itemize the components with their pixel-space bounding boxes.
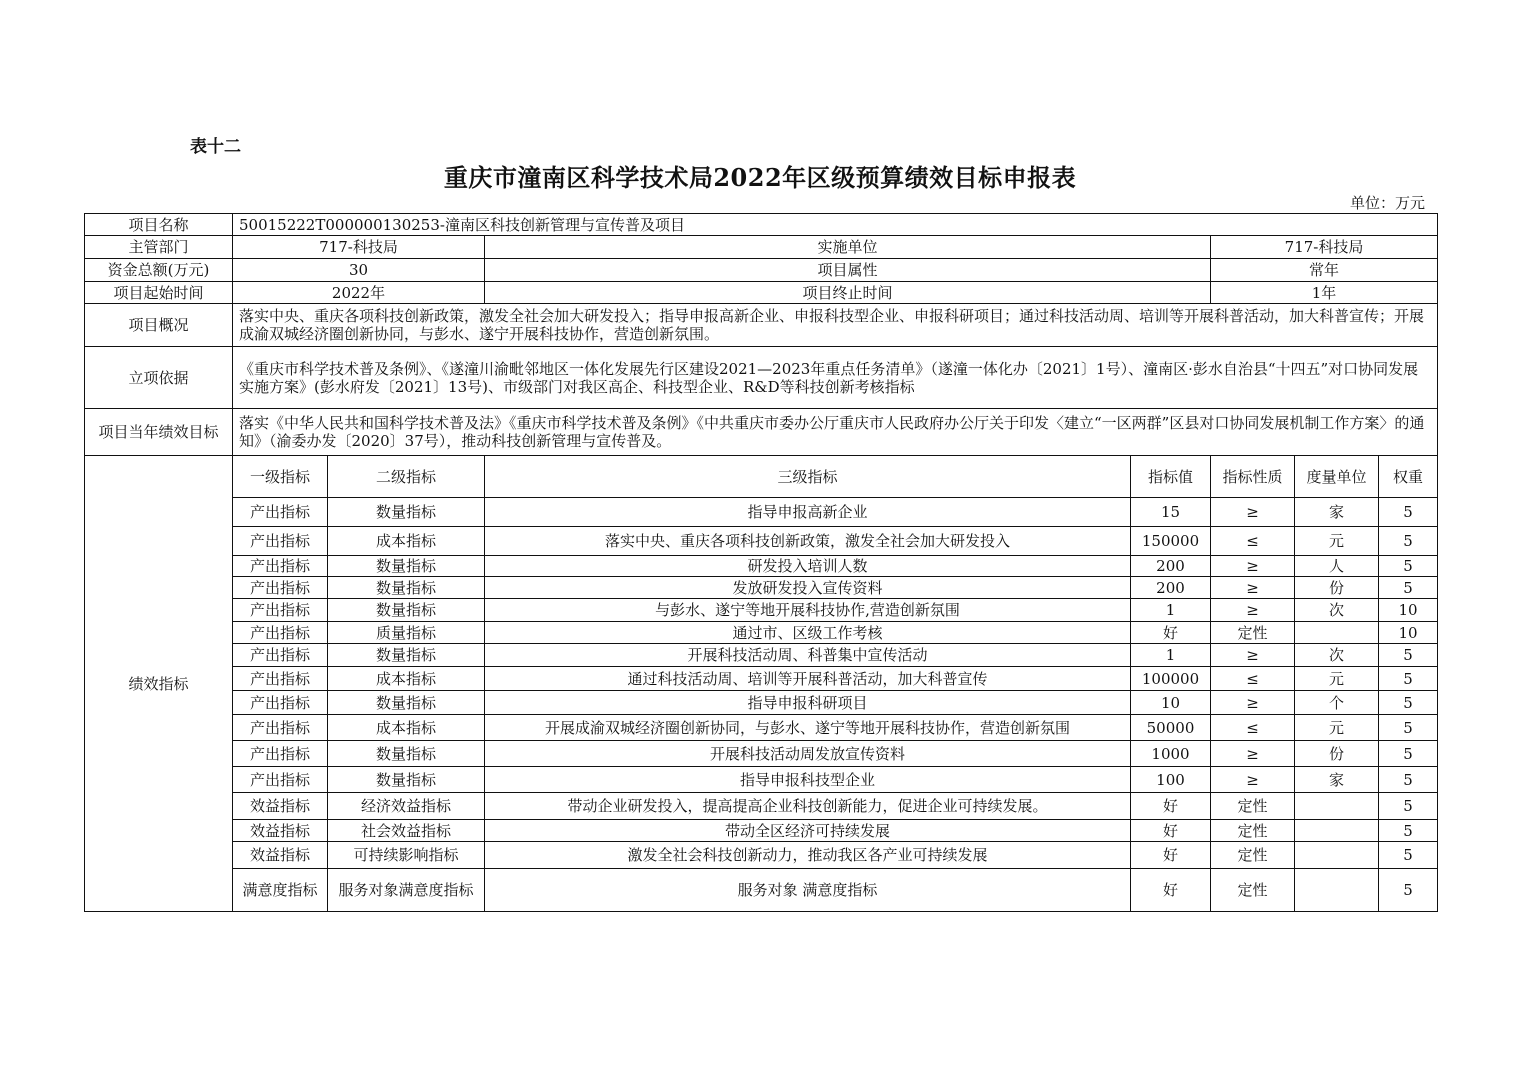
indicator-weight: 5 (1379, 715, 1438, 741)
indicator-nature: ≥ (1211, 498, 1295, 527)
impl-value: 717-科技局 (1211, 236, 1438, 259)
indicator-weight: 5 (1379, 527, 1438, 556)
indicator-level2: 服务对象满意度指标 (328, 869, 485, 912)
indicator-level3: 服务对象 满意度指标 (485, 869, 1131, 912)
indicator-nature: ≥ (1211, 767, 1295, 793)
indicator-row (85, 644, 1438, 667)
indicator-weight: 10 (1379, 599, 1438, 622)
indicator-unit: 元 (1295, 715, 1379, 741)
indicator-level1: 产出指标 (233, 767, 328, 793)
indicator-nature: ≥ (1211, 577, 1295, 599)
indicator-weight: 5 (1379, 869, 1438, 912)
indicator-level2: 质量指标 (328, 622, 485, 644)
indicator-value: 好 (1131, 842, 1211, 869)
indicator-level3: 发放研发投入宣传资料 (485, 577, 1131, 599)
indicator-weight: 5 (1379, 577, 1438, 599)
indicator-row (85, 715, 1438, 741)
impl-label: 实施单位 (485, 236, 1211, 259)
indicator-level2: 数量指标 (328, 691, 485, 715)
indicator-level3: 开展科技活动周、科普集中宣传活动 (485, 644, 1131, 667)
row-dept (85, 236, 1438, 259)
unit-label: 单位：万元 (1349, 194, 1425, 212)
indicator-row (85, 527, 1438, 556)
indicator-level2: 数量指标 (328, 498, 485, 527)
row-period (85, 282, 1438, 304)
indicator-level2: 数量指标 (328, 767, 485, 793)
indicator-nature: 定性 (1211, 869, 1295, 912)
dept-label: 主管部门 (85, 236, 233, 259)
indicator-unit (1295, 842, 1379, 869)
indicator-level1: 产出指标 (233, 644, 328, 667)
indicator-value: 150000 (1131, 527, 1211, 556)
indicator-unit (1295, 869, 1379, 912)
indicator-level1: 产出指标 (233, 667, 328, 691)
project-name-value: 50015222T000000130253-潼南区科技创新管理与宣传普及项目 (233, 214, 1438, 236)
indicator-level1: 产出指标 (233, 527, 328, 556)
indicator-nature: ≤ (1211, 667, 1295, 691)
indicator-weight: 5 (1379, 741, 1438, 767)
indicator-nature: 定性 (1211, 820, 1295, 842)
indicator-level3: 开展科技活动周发放宣传资料 (485, 741, 1131, 767)
indicators-section-label: 绩效指标 (85, 456, 233, 912)
indicator-level1: 效益指标 (233, 793, 328, 820)
indicator-level3: 通过市、区级工作考核 (485, 622, 1131, 644)
indicator-level2: 经济效益指标 (328, 793, 485, 820)
funds-label: 资金总额(万元) (85, 259, 233, 282)
indicator-level2: 数量指标 (328, 556, 485, 577)
indicator-level2: 成本指标 (328, 667, 485, 691)
indicator-level2: 成本指标 (328, 527, 485, 556)
indicator-value: 好 (1131, 820, 1211, 842)
indicator-nature: ≤ (1211, 527, 1295, 556)
indicator-level1: 产出指标 (233, 691, 328, 715)
indicator-nature: 定性 (1211, 842, 1295, 869)
indicator-row (85, 667, 1438, 691)
start-label: 项目起始时间 (85, 282, 233, 304)
indicator-nature: 定性 (1211, 793, 1295, 820)
indicator-row (85, 599, 1438, 622)
indicator-value: 1000 (1131, 741, 1211, 767)
indicator-value: 100 (1131, 767, 1211, 793)
header-weight: 权重 (1379, 456, 1438, 498)
indicator-row (85, 820, 1438, 842)
indicator-value: 好 (1131, 793, 1211, 820)
indicator-level2: 数量指标 (328, 644, 485, 667)
indicator-unit: 元 (1295, 527, 1379, 556)
indicator-nature: ≥ (1211, 741, 1295, 767)
indicator-nature: ≤ (1211, 715, 1295, 741)
indicator-weight: 5 (1379, 556, 1438, 577)
goal-label: 项目当年绩效目标 (85, 409, 233, 456)
attr-label: 项目属性 (485, 259, 1211, 282)
budget-form-table (84, 213, 1438, 912)
indicator-level3: 通过科技活动周、培训等开展科普活动，加大科普宣传 (485, 667, 1131, 691)
indicator-level3: 指导申报科技型企业 (485, 767, 1131, 793)
overview-label: 项目概况 (85, 304, 233, 347)
indicator-unit: 元 (1295, 667, 1379, 691)
indicator-value: 1 (1131, 599, 1211, 622)
indicator-level1: 效益指标 (233, 820, 328, 842)
indicator-weight: 5 (1379, 644, 1438, 667)
row-project-name (85, 214, 1438, 236)
header-level3: 三级指标 (485, 456, 1131, 498)
indicator-weight: 5 (1379, 820, 1438, 842)
row-basis (85, 347, 1438, 409)
indicator-value: 200 (1131, 577, 1211, 599)
indicator-level1: 产出指标 (233, 622, 328, 644)
indicator-header-row (85, 456, 1438, 498)
indicator-level1: 效益指标 (233, 842, 328, 869)
indicator-value: 1 (1131, 644, 1211, 667)
header-nature: 指标性质 (1211, 456, 1295, 498)
header-level1: 一级指标 (233, 456, 328, 498)
indicator-level3: 指导申报高新企业 (485, 498, 1131, 527)
start-value: 2022年 (233, 282, 485, 304)
indicator-row (85, 622, 1438, 644)
indicator-weight: 5 (1379, 793, 1438, 820)
indicator-value: 10 (1131, 691, 1211, 715)
indicator-value: 200 (1131, 556, 1211, 577)
indicator-level2: 可持续影响指标 (328, 842, 485, 869)
indicator-level2: 数量指标 (328, 577, 485, 599)
indicator-value: 15 (1131, 498, 1211, 527)
indicator-nature: ≥ (1211, 599, 1295, 622)
indicator-nature: ≥ (1211, 556, 1295, 577)
indicator-unit: 人 (1295, 556, 1379, 577)
indicator-value: 50000 (1131, 715, 1211, 741)
indicator-nature: 定性 (1211, 622, 1295, 644)
header-level2: 二级指标 (328, 456, 485, 498)
indicator-row (85, 869, 1438, 912)
indicator-level1: 产出指标 (233, 498, 328, 527)
indicator-unit: 家 (1295, 767, 1379, 793)
indicator-level3: 落实中央、重庆各项科技创新政策，激发全社会加大研发投入 (485, 527, 1131, 556)
row-funds (85, 259, 1438, 282)
basis-label: 立项依据 (85, 347, 233, 409)
header-unit: 度量单位 (1295, 456, 1379, 498)
indicator-weight: 10 (1379, 622, 1438, 644)
indicator-row (85, 767, 1438, 793)
indicator-weight: 5 (1379, 767, 1438, 793)
indicator-value: 好 (1131, 869, 1211, 912)
goal-value: 落实《中华人民共和国科学技术普及法》《重庆市科学技术普及条例》《中共重庆市委办公厅重庆市人民政府办公厅关于印发〈建立“一区两群”区县对口协同发展机制工作方案〉的通知》（渝委办发〔2020〕37号），推动科技创新管理与宣传普及。 (233, 409, 1438, 456)
indicator-unit: 家 (1295, 498, 1379, 527)
indicator-unit (1295, 793, 1379, 820)
indicator-unit: 份 (1295, 741, 1379, 767)
indicator-weight: 5 (1379, 498, 1438, 527)
row-overview (85, 304, 1438, 347)
indicator-row (85, 498, 1438, 527)
funds-value: 30 (233, 259, 485, 282)
project-name-label: 项目名称 (85, 214, 233, 236)
indicator-level1: 产出指标 (233, 599, 328, 622)
indicator-level3: 研发投入培训人数 (485, 556, 1131, 577)
indicator-level1: 产出指标 (233, 741, 328, 767)
end-value: 1年 (1211, 282, 1438, 304)
indicator-level3: 激发全社会科技创新动力，推动我区各产业可持续发展 (485, 842, 1131, 869)
dept-value: 717-科技局 (233, 236, 485, 259)
indicator-row (85, 556, 1438, 577)
indicator-level3: 与彭水、遂宁等地开展科技协作,营造创新氛围 (485, 599, 1131, 622)
indicator-unit: 份 (1295, 577, 1379, 599)
overview-value: 落实中央、重庆各项科技创新政策，激发全社会加大研发投入；指导申报高新企业、申报科技型企业、申报科研项目；通过科技活动周、培训等开展科普活动，加大科普宣传；开展成渝双城经济圈创新协同，与彭水、遂宁开展科技协作，营造创新氛围。 (233, 304, 1438, 347)
indicator-unit: 次 (1295, 599, 1379, 622)
indicator-row (85, 793, 1438, 820)
indicator-nature: ≥ (1211, 644, 1295, 667)
indicator-level2: 社会效益指标 (328, 820, 485, 842)
indicator-row (85, 842, 1438, 869)
indicator-level3: 指导申报科研项目 (485, 691, 1131, 715)
indicator-level1: 产出指标 (233, 715, 328, 741)
indicator-row (85, 577, 1438, 599)
indicator-value: 好 (1131, 622, 1211, 644)
indicator-level2: 成本指标 (328, 715, 485, 741)
indicator-weight: 5 (1379, 842, 1438, 869)
indicator-level3: 带动全区经济可持续发展 (485, 820, 1131, 842)
indicator-level1: 满意度指标 (233, 869, 328, 912)
indicator-weight: 5 (1379, 691, 1438, 715)
indicator-level1: 产出指标 (233, 577, 328, 599)
indicator-unit: 次 (1295, 644, 1379, 667)
indicator-value: 100000 (1131, 667, 1211, 691)
table-label: 表十二 (190, 137, 241, 157)
indicator-unit: 个 (1295, 691, 1379, 715)
attr-value: 常年 (1211, 259, 1438, 282)
indicator-row (85, 691, 1438, 715)
indicator-level3: 带动企业研发投入，提高提高企业科技创新能力，促进企业可持续发展。 (485, 793, 1131, 820)
indicator-weight: 5 (1379, 667, 1438, 691)
indicator-level3: 开展成渝双城经济圈创新协同，与彭水、遂宁等地开展科技协作，营造创新氛围 (485, 715, 1131, 741)
indicator-row (85, 741, 1438, 767)
end-label: 项目终止时间 (485, 282, 1211, 304)
indicator-level2: 数量指标 (328, 599, 485, 622)
indicator-unit (1295, 622, 1379, 644)
basis-value: 《重庆市科学技术普及条例》、《遂潼川渝毗邻地区一体化发展先行区建设2021—2023年重点任务清单》（遂潼一体化办〔2021〕1号）、潼南区·彭水自治县“十四五”对口协同发展实施方案》(彭水府发〔2021〕13号)、市级部门对我区高企、科技型企业、R&D等科技创新考核指标 (233, 347, 1438, 409)
indicator-unit (1295, 820, 1379, 842)
indicator-level2: 数量指标 (328, 741, 485, 767)
row-goal (85, 409, 1438, 456)
indicator-nature: ≥ (1211, 691, 1295, 715)
header-value: 指标值 (1131, 456, 1211, 498)
page-title: 重庆市潼南区科学技术局2022年区级预算绩效目标申报表 (443, 163, 1077, 192)
indicator-level1: 产出指标 (233, 556, 328, 577)
